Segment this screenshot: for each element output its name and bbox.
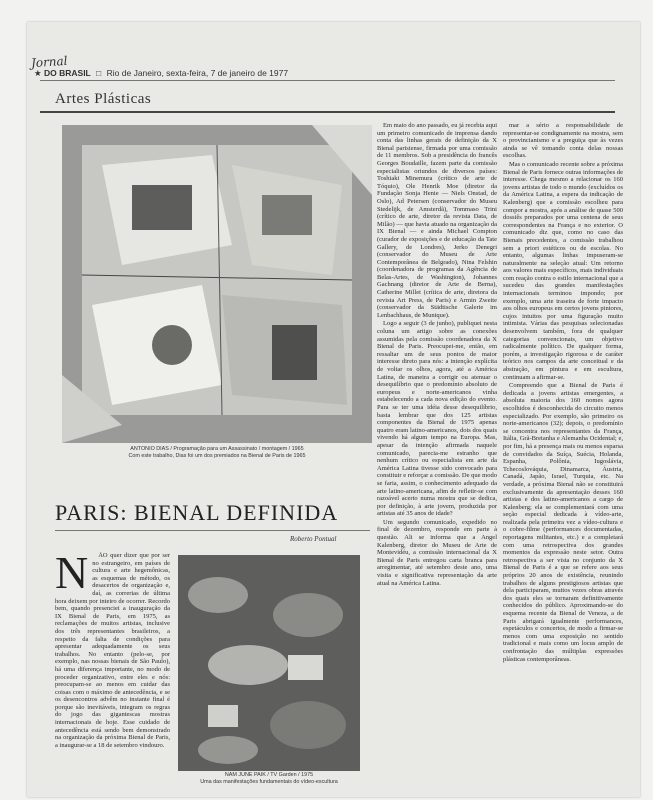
tv-garden-image: [178, 555, 360, 771]
article-column-3: [503, 122, 623, 790]
montage-image: [62, 125, 372, 443]
section-rule: [40, 111, 615, 113]
artwork-photo-antonio-dias: [62, 125, 372, 443]
masthead: [34, 68, 288, 79]
photo1-caption-text: Com este trabalho, Dias foi um dos premiados na Bienal de Paris de 1965: [128, 453, 306, 459]
photo2-caption: [178, 772, 360, 786]
square-bullet-icon: □: [96, 68, 102, 78]
article-paragraph: ÃO quer dizer que por ser no estrangeiro, em países de cultura e arte hegemônicas, as esquemas de método, os desacertos de organização e, daí, as correrias de última hora deixem por inteiro de ocorrer. Recordo bem, quando presenciei a inauguração da IX Bienal de Paris, em 1975, as reclamações de muitos artistas, inclusive dos três representantes brasileiros, a respeito da falta de condições para apresentar adequadamente os seus trabalhos. No entanto (pelo-se, por exemplo, nas nossas bienais de São Paulo), há uma diferença importante, no modo de proceder organizativo, entre eles e nós: preocupam-se ao menos em cuidar das coisas com o máximo de antecedência, e se os desencontros advêm no instante final é porque são inevitáveis, integram os regras do jogo das gigantescas mostras internacionais de hoje. Esse cuidado de antecedência está sendo bem demonstrado na organização da próxima Bienal de Paris, a inaugurar-se a 18 de setembro vindouro.: [55, 552, 170, 749]
handwritten-note: Jornal: [30, 53, 68, 71]
article-paragraph: Compreendo que a Bienal de Paris é dedicada a jovens artistas emergentes, a absoluta maioria dos 160 nomes agora escolhidos é desconhecida do circuito menos especializado. Por exemplo, são primeiro os norte-americanos (32); depois, o predomínio se concentra nos representantes da França, Itália, Grã-Bretanha e Alemanha Ocidental; e, por fim, há a presença mais ou menos esparsa de convidados da Suíça, Suécia, Holanda, Espanha, Polônia, Iugoslávia, Tchecoslováquia, Dinamarca, Áustria, Canadá, Japão, Israel, Turquia, etc. Na verdade, a próxima Bienal não se constituirá exclusivamente da apresentação desses 160 artistas e dos latino-americanos a cargo de Kalenberg; ela se complementará com uma seção especial dedicada à vídeo-arte, realizada pela primeira vez a vídeo-cultura e o cobre-filme (performances documentadas, reportagens militantes, etc.) e a completará com uma retrospectiva dos grandes momentos da expressão neste setor. Outra retrospectiva a ser vista no conjunto da X Bienal de Paris é a que se refere aos seus próprios 20 anos de existência, reunindo trabalhos de alguns prestigiosos artistas que dela participaram, muitos vezes obras através dos quais eles se tornaram definitivamente conhecidos do público. Aproximando-se do esquema recente da Bienal de Veneza, a de Paris abrigará igualmente performances, espetáculos e concertos, de modo a firmar-se menos com uma exposição no sentido tradicional e mais como um locus amplo de confrontação das múltiplas expressões plásticas contemporâneas.: [503, 382, 623, 663]
star-icon: ★: [34, 68, 42, 78]
drop-cap: N: [55, 552, 89, 598]
artwork-photo-nam-june-paik: [178, 555, 360, 771]
article-column-1: [55, 552, 170, 792]
headline-rule: [55, 530, 370, 531]
headline: PARIS: BIENAL DEFINIDA: [55, 500, 339, 525]
article-paragraph: Em maio do ano passado, eu já recebia aqui um primeiro comunicado de imprensa dando conta das linhas gerais de definição da X Bienal parisiense, firmada por uma comissão de 11 membros. Sob a presidência do francês Georges Boudaille, fazem parte da comissão especialistas oriundos de diversos países: Toshiaki Minemura (crítico de arte de Tóquio), Ole Henrik Moe (diretor da Fundação Sonja Henie — Niels Onstad, de Oslo), Ad Petersen (conservador do Museu Stedelijk, de Amsterdã), Tommaso Trini (crítico de arte, diretor da revista Data, de Milão) — que havia atuado na organização da IX Bienal — e ainda Michael Compton (curador de exposições e de educação da Tate Gallery, de Londres), Jerko Denegri (conservador do Museu de Arte Contemporânea de Belgrado), Nina Felshin (coordenadora de programas da Agência de Belas-Artes, de Washington), Johannes Gachnang (diretor de Arte de Berna), Catherine Millet (crítica de arte, diretora da revista Art Press, de Paris) e Armin Zweite (conservador da Städtische Galerie im Lenbachhaus, de Munique).: [377, 122, 497, 319]
photo1-caption-title: ANTONIO DIAS / Programação para um Assassinato / montagem / 1965: [130, 446, 304, 452]
byline: Roberto Pontual: [290, 535, 337, 543]
article-column-2: [377, 122, 497, 790]
photo2-caption-title: NAM JUNE PAIK / TV Garden / 1975: [224, 772, 314, 778]
section-title: Artes Plásticas: [55, 91, 152, 107]
photo1-caption: [62, 446, 372, 460]
article-paragraph: mar a sério a responsabilidade de representar-se condignamente na mostra, sem o provincianismo e a preguiça que às vezes ainda se vê tomando conta delas nossas escolhas.: [503, 122, 623, 160]
article-paragraph: Um segundo comunicado, expedido no final de dezembro, responde em parte à questão. Ali se informa que a Angel Kalenberg, diretor do Museu de Arte de Montevidéu, a comissão internacional da X Bienal de Paris entregou carta branca para arregimentar, até setembro deste ano, uma visita e significativa representação da arte atual na América Latina.: [377, 518, 497, 587]
place-date: Rio de Janeiro, sexta-feira, 7 de janeiro de 1977: [106, 68, 289, 78]
article-paragraph: Mas o comunicado recente sobre a próxima Bienal de Paris fornece outras informações de interesse. Chega mesmo a relacionar os 160 jovens artistas de todo o mundo (excluídos os da América Latina, a espera da indicação de Kalenberg) que a comissão escolheu para compor a mostra, após a análise de quase 500 dossiês preparados por uma centena de seus correspondentes na França e no exterior. O comunicado diz que, como no caso das Bienais precedentes, a comissão trabalhou sem a priori estéticos ou de escolas. No entanto, algumas linhas impuseram-se naturalmente na seleção atual: Um retorno aos valores mais específicos, mais individuais com reação contra o estilo internacional que a sucedeu das grandes manifestações internacionais terminou impondo; por exemplo, uma arte traseira de forte impacto aos olhos europeus em certos jovens pintores, cujos intuitos por uma figuração muito intimista. Várias das pesquisas selecionadas desenvolvem também, fora de qualquer categorias convencionais, um objetivo radicalmente político. De qualquer forma, porém, a investigação rigorosa e de caráter teórico nos campos da arte conceitual e da abstração, em pintura e em escultura, continuam a afirmar-se.: [503, 160, 623, 381]
masthead-rule: [40, 80, 615, 81]
newspaper-name: DO BRASIL: [44, 68, 91, 78]
photo2-caption-text: Uma das manifestações fundamentais do vídeo-escultura: [200, 779, 338, 785]
article-paragraph: Logo a seguir (3 de junho), publiquei nesta coluna um artigo sobre as conexões assumidas pela comissão coordenadora da X Bienal de Paris. Preocupei-me, então, em ressaltar um de seus pontos de maior interesse direto para nós: a intenção explícita de voltar os olhos, agora, até a América Latina, de maneira a corrigir ou atenuar o desequilíbrio que o predomínio absoluto de europeus e norte-americanos vinha estabelecendo a cada nova edição do evento. Para se ter uma idéia desse desequilíbrio, basta lembrar que dos 125 artistas componentes da Bienal de 1975 apenas quatro eram latino-americanos, dois dos quais vivendo há algum tempo na Europa. Mas, apesar da intenção afirmada naquele comunicado, parecia-me estranho que nenhum crítico ou especialista em arte da América Latina tivesse sido convocado para constituir e reforçar a comissão. De que modo se faria, assim, o conhecimento adequado da arte latino-americana, afim de refletir-se com razoável acerto numa mostra que se dedica, por definição, à arte jovem, produzida por artistas até 35 anos de idade?: [377, 320, 497, 518]
